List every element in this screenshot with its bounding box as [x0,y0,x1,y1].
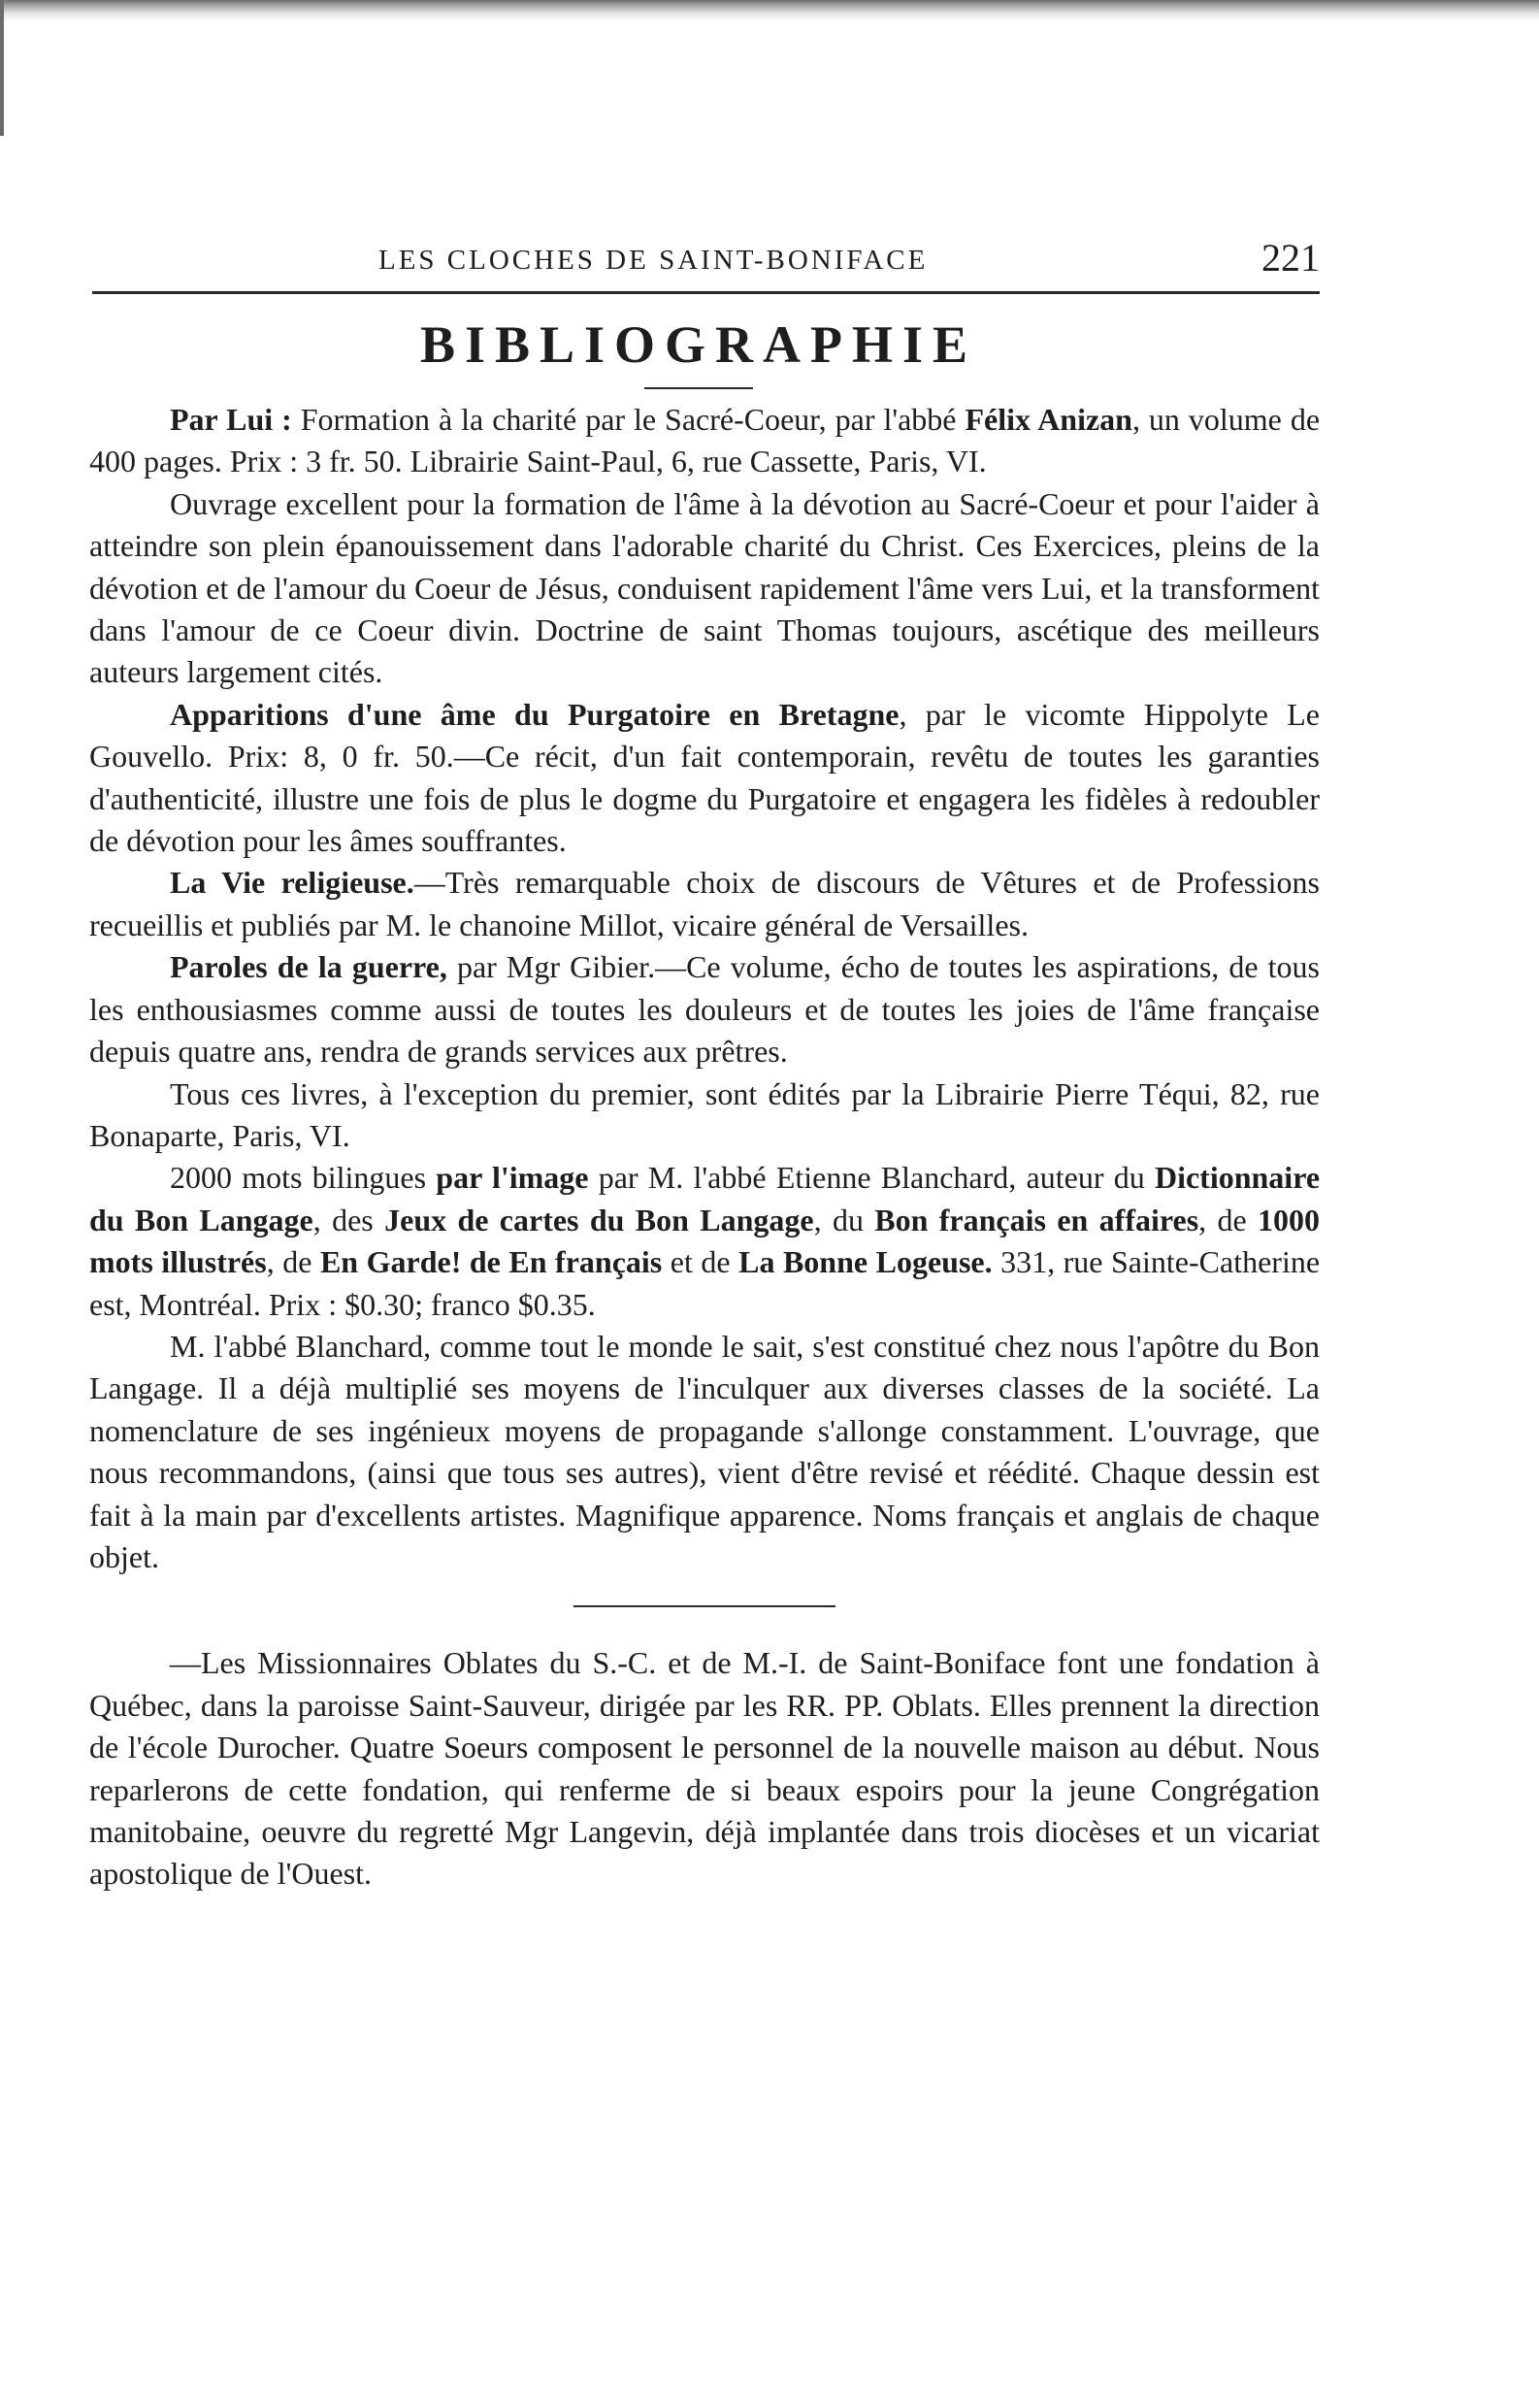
entry-2000-mots [89,1157,1320,1326]
bibliography-body [89,399,1320,1896]
entry-title: Par Lui : [170,402,292,437]
entry-title: Bon français en affaires [874,1202,1199,1237]
entry-text: , un volume de 400 pages. Prix : 3 fr. 50. Librairie Saint-Paul, 6, rue Cassette, Paris, VI. [89,402,1321,479]
entry-text: et de [662,1244,739,1280]
entry-review: Ouvrage excellent pour la formation de l'âme à la dévotion au Sacré-Coeur et pour l'aider à atteindre son plein épanouissement dans l'adorable charité du Christ. Ces Exercices, pleins de la dévotion et de l'amour du Coeur de Jésus, conduisent rapidement l'âme vers Lui, et la transforment dans l'amour de ce Coeur divin. Doctrine de saint Thomas toujours, ascétique des meilleurs auteurs largement cités. [89,485,1320,690]
entry-title: 1000 mots illustrés [89,1202,1321,1280]
entry-text: , du [813,1202,875,1237]
entry-text: , par le vicomte Hippolyte Le Gouvello. Prix: 8, 0 fr. 50.—Ce récit, d'un fait contemporain, revêtu de toutes les garanties d'authenticité, illustre une fois de plus le dogme du Purgatoire et engagera les fidèles à redoubler de dévotion pour les âmes souffrantes. [89,696,1320,859]
title-rule [644,387,753,389]
journal-page [78,223,1320,1896]
news-item: —Les Missionnaires Oblates du S.-C. et de M.-I. de Saint-Boniface font une fondation à Québec, dans la paroisse Saint-Sauveur, dirigée par les RR. PP. Oblats. Elles prennent la direction de l'école Durocher. Quatre Soeurs composent le personnel de la nouvelle maison au début. Nous reparlerons de cette fondation, qui renferme de si beaux espoirs pour la jeune Congrégation manitobaine, oeuvre du regretté Mgr Langevin, déjà implantée dans trois diocèses et un vicariat apostolique de l'Ouest. [89,1645,1320,1892]
entry-vie-religieuse [89,862,1320,946]
entry-title: Apparitions d'une âme du Purgatoire en Bretagne [170,696,900,732]
entry-text: —Très remarquable choix de discours de Vêtures et de Professions recueillis et publiés par M. le chanoine Millot, vicaire général de Versailles. [89,865,1320,942]
page-number: 221 [1261,236,1320,280]
entry-publisher-note: Tous ces livres, à l'exception du premier, sont édités par la Librairie Pierre Téqui, 82, rue Bonaparte, Paris, VI. [89,1075,1320,1153]
entry-title: Dictionnaire du Bon Langage [89,1160,1321,1237]
section-divider [573,1605,835,1607]
entry-paroles-guerre [89,946,1320,1072]
entry-text: 2000 mots bilingues [170,1160,437,1196]
entry-title: Paroles de la guerre, [170,949,447,985]
entry-text: 331, rue Sainte-Catherine est, Montréal. Prix : $0.30; franco $0.35. [89,1244,1321,1322]
entry-author: Félix Anizan [965,402,1132,437]
scan-edge-left [0,0,4,136]
entry-text: , de [1198,1202,1259,1237]
entry-text: Formation à la charité par le Sacré-Coeur, par l'abbé [291,402,966,437]
entry-text: , des [312,1202,385,1237]
entry-blanchard-review: M. l'abbé Blanchard, comme tout le monde le sait, s'est constitué chez nous l'apôtre du Bon Langage. Il a déjà multiplié ses moyens de l'inculquer aux diverses classes de la société. La nomenclature de ses ingénieux moyens de propagande s'allonge constamment. L'ouvrage, que nous recommandons, (ainsi que tous ses autres), vient d'être revisé et réédité. Chaque dessin est fait à la main par d'excellents artistes. Magnifique apparence. Noms français et anglais de chaque objet. [89,1328,1320,1574]
entry-title: En Garde! de En français [319,1244,663,1280]
entry-title: La Bonne Logeuse. [738,1244,993,1280]
entry-text: par M. l'abbé Etienne Blanchard, auteur du [588,1160,1155,1196]
entry-title: Jeux de cartes du Bon Langage [384,1202,814,1237]
entry-title: par l'image [436,1160,589,1196]
scan-edge-top [0,0,1539,21]
entry-title: La Vie religieuse. [170,865,414,901]
entry-text: , de [266,1244,320,1280]
section-title: BIBLIOGRAPHIE [419,315,978,374]
header-rule [92,291,1320,294]
running-header [78,223,1320,291]
entry-apparitions [89,694,1320,863]
running-title: LES CLOCHES DE SAINT-BONIFACE [378,245,929,276]
entry-text: par Mgr Gibier.—Ce volume, écho de toutes les aspirations, de tous les enthousiasmes comme aussi de toutes les douleurs et de toutes les joies de l'âme française depuis quatre ans, rendra de grands services aux prêtres. [89,949,1320,1070]
entry-par-lui [89,399,1320,483]
